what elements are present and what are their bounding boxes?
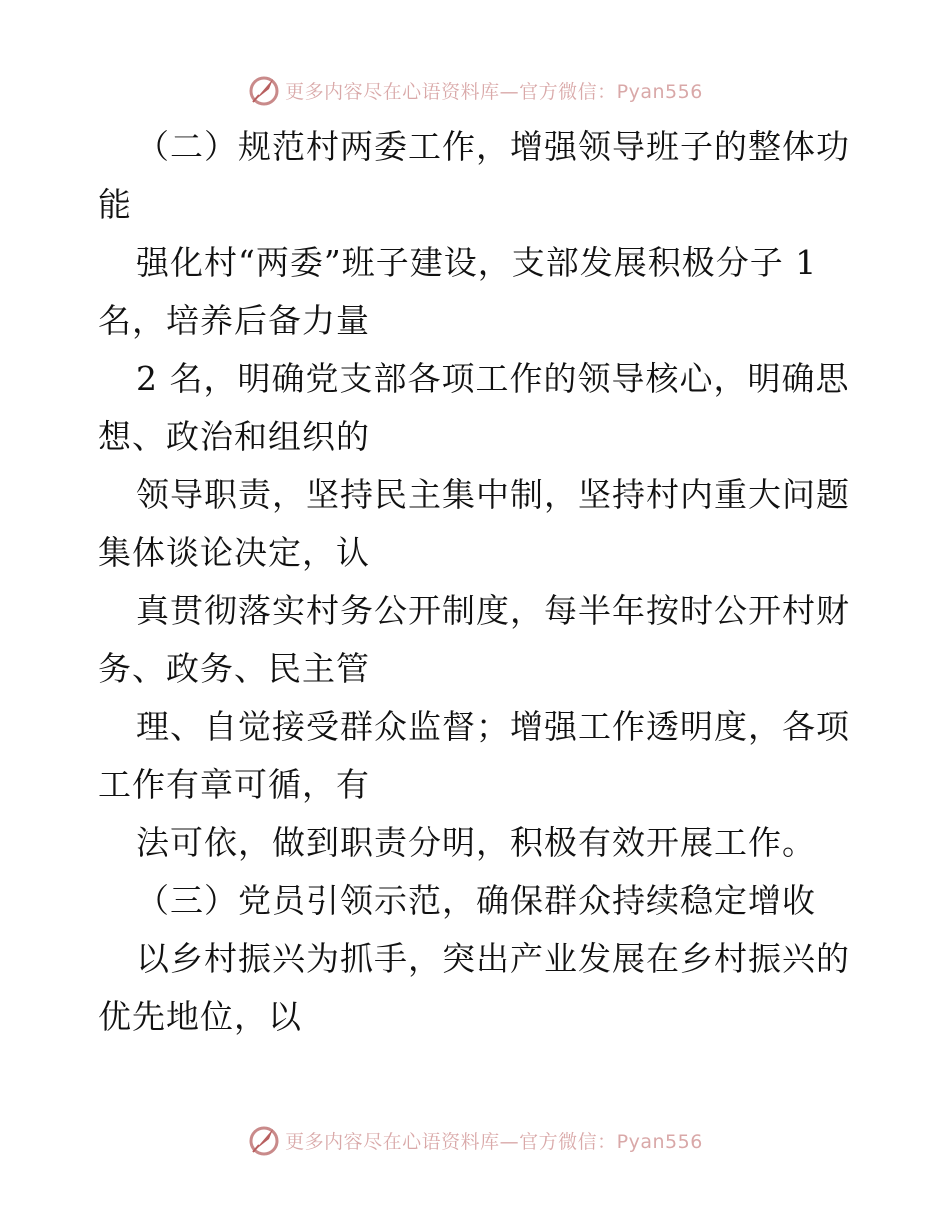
paragraph	[98, 350, 858, 466]
paragraph-line: 集体谈论决定，认	[98, 533, 370, 572]
paragraph-line: 领导职责，坚持民主集中制，坚持村内重大问题	[136, 475, 850, 514]
paragraph-line: 想、政治和组织的	[98, 417, 370, 456]
paragraph-line: 真贯彻落实村务公开制度，每半年按时公开村财	[136, 591, 850, 630]
paragraph-line: 理、自觉接受群众监督；增强工作透明度，各项	[136, 707, 850, 746]
document-body	[98, 118, 858, 1046]
paragraph	[98, 814, 858, 872]
paragraph	[98, 698, 858, 814]
footer-watermark	[0, 1120, 950, 1160]
section-heading	[98, 872, 858, 930]
paragraph	[98, 466, 858, 582]
quill-logo-icon	[247, 73, 281, 107]
paragraph-line: 法可依，做到职责分明，积极有效开展工作。	[136, 823, 816, 862]
paragraph	[98, 582, 858, 698]
paragraph-line: 2 名，明确党支部各项工作的领导核心，明确思	[136, 359, 850, 398]
header-watermark	[0, 70, 950, 110]
quill-logo-icon	[247, 1123, 281, 1157]
paragraph-line: 能	[98, 185, 132, 224]
paragraph	[98, 118, 858, 234]
paragraph-line: 务、政务、民主管	[98, 649, 370, 688]
watermark-text: 更多内容尽在心语资料库—官方微信：Pyan556	[285, 1130, 703, 1153]
watermark-text: 更多内容尽在心语资料库—官方微信：Pyan556	[285, 80, 703, 103]
paragraph-line: （三）党员引领示范，确保群众持续稳定增收	[136, 881, 816, 920]
paragraph-line: （二）规范村两委工作，增强领导班子的整体功	[136, 127, 850, 166]
paragraph-line: 以乡村振兴为抓手，突出产业发展在乡村振兴的	[136, 939, 850, 978]
paragraph-line: 优先地位，以	[98, 997, 302, 1036]
paragraph-line: 名，培养后备力量	[98, 301, 370, 340]
paragraph	[98, 234, 858, 350]
paragraph-line: 强化村“两委”班子建设，支部发展积极分子 1	[136, 243, 818, 282]
paragraph-line: 工作有章可循，有	[98, 765, 370, 804]
paragraph	[98, 930, 858, 1046]
